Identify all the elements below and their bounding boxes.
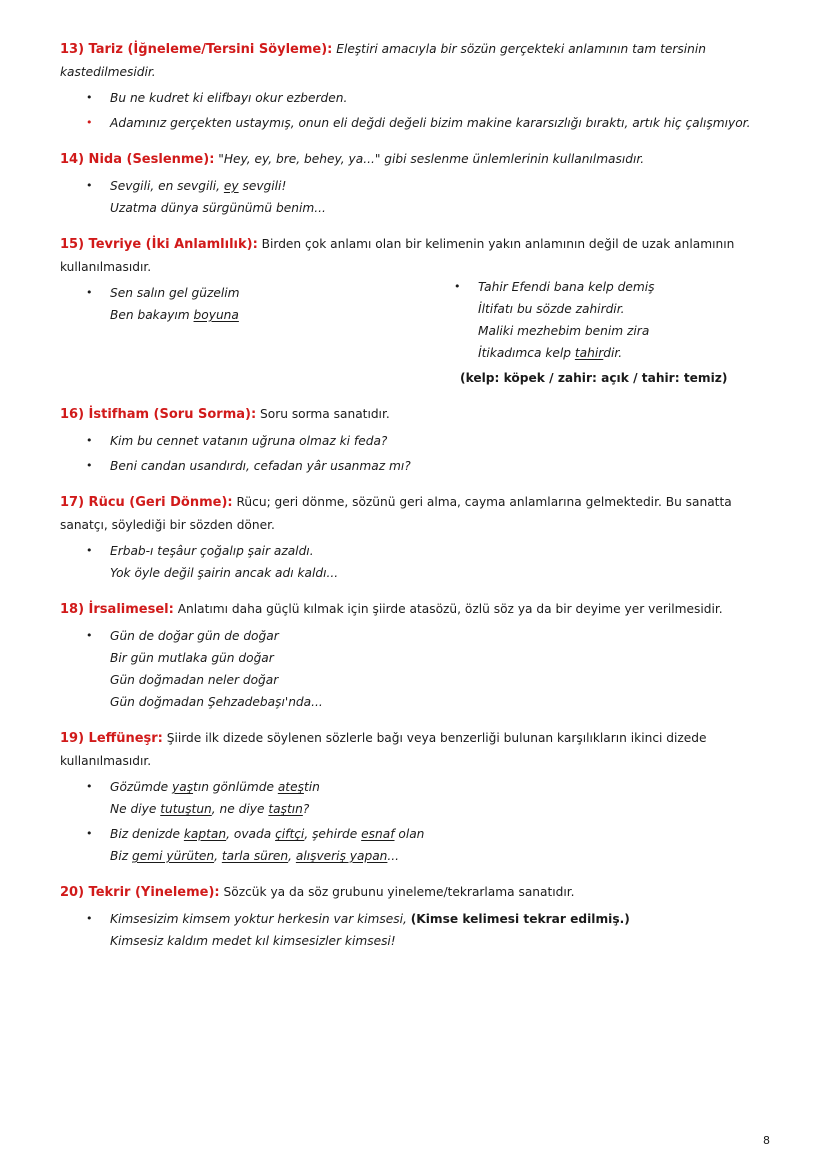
bullet-icon: • bbox=[86, 912, 93, 925]
section-title: 18) İrsalimesel: bbox=[60, 602, 174, 617]
section-tevriye bbox=[60, 233, 762, 389]
list-item: • Gözümde yaştın gönlümde ateştin Ne diye tutuştun, ne diye taştın? bbox=[84, 776, 762, 820]
bullet-icon: • bbox=[86, 780, 93, 793]
example-list bbox=[60, 540, 762, 584]
section-tekrir bbox=[60, 881, 762, 952]
section-nida bbox=[60, 148, 762, 219]
list-item: • Kimsesizim kimsem yoktur herkesin var kimsesi, (Kimse kelimesi tekrar edilmiş.) Kimsesiz kaldım medet kıl kimsesizler kimsesi! bbox=[84, 908, 762, 952]
example-list bbox=[60, 776, 762, 867]
bullet-icon: • bbox=[86, 459, 93, 472]
section-title: 15) Tevriye (İki Anlamlılık): bbox=[60, 237, 258, 252]
repeat-note: (Kimse kelimesi tekrar edilmiş.) bbox=[410, 912, 630, 926]
example-list bbox=[60, 282, 440, 326]
section-definition: Eleştiri amacıyla bir sözün gerçekteki anlamının tam tersinin kastedilmesidir. bbox=[60, 42, 706, 79]
section-istifham bbox=[60, 403, 762, 477]
section-title: 16) İstifham (Soru Sorma): bbox=[60, 407, 257, 422]
section-leffunesr bbox=[60, 727, 762, 867]
section-definition: Sözcük ya da söz grubunu yineleme/tekrarlama sanatıdır. bbox=[223, 885, 575, 899]
list-item: • Beni candan usandırdı, cefadan yâr usanmaz mı? bbox=[84, 455, 762, 477]
example-list bbox=[60, 430, 762, 477]
bullet-icon: • bbox=[86, 629, 93, 642]
bullet-icon: • bbox=[86, 544, 93, 557]
list-item: • Gün de doğar gün de doğar Bir gün mutlaka gün doğar Gün doğmadan neler doğar Gün doğmadan Şehzadebaşı'nda... bbox=[84, 625, 762, 713]
section-title: 20) Tekrir (Yineleme): bbox=[60, 885, 220, 900]
glossary-note: (kelp: köpek / zahir: açık / tahir: temiz) bbox=[460, 371, 728, 385]
example-list bbox=[452, 276, 762, 364]
example-list bbox=[60, 87, 762, 134]
section-definition: Anlatımı daha güçlü kılmak için şiirde atasözü, özlü söz ya da bir deyime yer verilmesidir. bbox=[177, 602, 723, 616]
example-list bbox=[60, 908, 762, 952]
list-item: • Sen salın gel güzelim Ben bakayım boyuna bbox=[84, 282, 440, 326]
section-definition: Soru sorma sanatıdır. bbox=[260, 407, 390, 421]
section-definition: Rücu; geri dönme, sözünü geri alma, cayma anlamlarına gelmektedir. Bu sanatta sanatçı, söylediği bir sözden döner. bbox=[60, 495, 732, 532]
page-number: 8 bbox=[763, 1134, 770, 1147]
section-definition: Şiirde ilk dizede söylenen sözlerle bağı veya benzerliği bulunan karşılıkların ikinci dizede kullanılmasıdır. bbox=[60, 731, 707, 768]
bullet-icon: • bbox=[86, 116, 93, 129]
section-title: 17) Rücu (Geri Dönme): bbox=[60, 495, 233, 510]
section-irsalimesel bbox=[60, 598, 762, 713]
bullet-icon: • bbox=[86, 827, 93, 840]
list-item: • Kim bu cennet vatanın uğruna olmaz ki feda? bbox=[84, 430, 762, 452]
list-item: • Adamınız gerçekten ustaymış, onun eli değdi değeli bizim makine kararsızlığı bıraktı, artık hiç çalışmıyor. bbox=[84, 112, 762, 134]
section-title: 13) Tariz (İğneleme/Tersini Söyleme): bbox=[60, 42, 333, 57]
list-item: • Tahir Efendi bana kelp demiş İltifatı bu sözde zahirdir. Maliki mezhebim benim zira İtikadımca kelp tahirdir. bbox=[452, 276, 762, 364]
document-page bbox=[60, 38, 762, 966]
bullet-icon: • bbox=[454, 280, 461, 293]
list-item: • Erbab-ı teşâur çoğalıp şair azaldı. Yok öyle değil şairin ancak adı kaldı... bbox=[84, 540, 762, 584]
section-title: 14) Nida (Seslenme): bbox=[60, 152, 215, 167]
example-list bbox=[60, 625, 762, 713]
bullet-icon: • bbox=[86, 286, 93, 299]
bullet-icon: • bbox=[86, 434, 93, 447]
section-rucu bbox=[60, 491, 762, 584]
bullet-icon: • bbox=[86, 179, 93, 192]
example-list bbox=[60, 175, 762, 219]
list-item: • Sevgili, en sevgili, ey sevgili! Uzatma dünya sürgünümü benim... bbox=[84, 175, 762, 219]
bullet-icon: • bbox=[86, 91, 93, 104]
section-definition: "Hey, ey, bre, behey, ya..." gibi seslenme ünlemlerinin kullanılmasıdır. bbox=[218, 152, 645, 166]
list-item: • Bu ne kudret ki elifbayı okur ezberden. bbox=[84, 87, 762, 109]
section-definition: Birden çok anlamı olan bir kelimenin yakın anlamının değil de uzak anlamının kullanılmasıdır. bbox=[60, 237, 735, 274]
section-title: 19) Leffüneşr: bbox=[60, 731, 163, 746]
section-tariz bbox=[60, 38, 762, 134]
list-item: • Biz denizde kaptan, ovada çiftçi, şehirde esnaf olan Biz gemi yürüten, tarla süren, alışveriş yapan... bbox=[84, 823, 762, 867]
